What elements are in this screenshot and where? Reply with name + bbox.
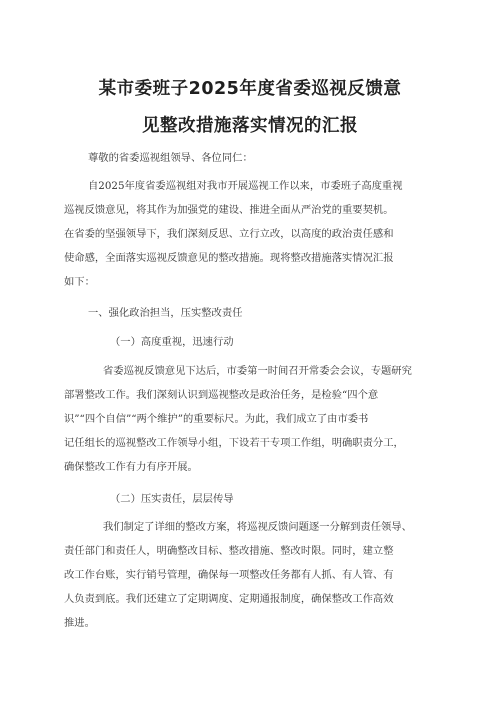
subsection-1-line-1: 省委巡视反馈意见下达后，市委第一时间召开常委会会议，专题研究 <box>103 365 412 377</box>
subsection-2-heading: （二）压实责任，层层传导 <box>110 493 234 505</box>
subsection-1-line-5: 确保整改工作有力有序开展。 <box>64 461 198 473</box>
intro-line-2: 巡视反馈意见，将其作为加强党的建设、推进全面从严治党的重要契机。 <box>64 204 394 216</box>
subsection-1-heading: （一）高度重视，迅速行动 <box>110 336 234 348</box>
intro-line-4: 使命感，全面落实巡视反馈意见的整改措施。现将整改措施落实情况汇报 <box>64 252 394 264</box>
intro-line-1: 自2025年度省委巡视组对我市开展巡视工作以来，市委班子高度重视 <box>88 180 403 192</box>
subsection-2-line-4: 人负责到底。我们还建立了定期调度、定期通报制度，确保整改工作高效 <box>64 593 394 605</box>
intro-line-3: 在省委的坚强领导下，我们深刻反思、立行立改，以高度的政治责任感和 <box>64 228 394 240</box>
salutation: 尊敬的省委巡视组领导、各位同仁： <box>88 152 253 164</box>
subsection-2-line-5: 推进。 <box>64 617 95 629</box>
subsection-1-line-4: 记任组长的巡视整改工作领导小组，下设若干专项工作组，明确职责分工， <box>64 437 404 449</box>
subsection-2-line-1: 我们制定了详细的整改方案，将巡视反馈问题逐一分解到责任领导、 <box>103 521 412 533</box>
subsection-2-line-2: 责任部门和责任人，明确整改目标、整改措施、整改时限。同时，建立整 <box>64 545 394 557</box>
document-title-line-2: 见整改措施落实情况的汇报 <box>142 116 358 136</box>
document-title-line-1: 某市委班子2025年度省委巡视反馈意 <box>98 79 402 99</box>
section-1-heading: 一、强化政治担当，压实整改责任 <box>88 307 243 319</box>
intro-line-5: 如下： <box>64 276 95 288</box>
subsection-2-line-3: 改工作台账，实行销号管理，确保每一项整改任务都有人抓、有人管、有 <box>64 569 394 581</box>
subsection-1-line-3: 识”“四个自信”“两个维护”的重要标尺。为此，我们成立了由市委书 <box>64 413 369 425</box>
subsection-1-line-2: 部署整改工作。我们深刻认识到巡视整改是政治任务，是检验“四个意 <box>64 389 379 401</box>
